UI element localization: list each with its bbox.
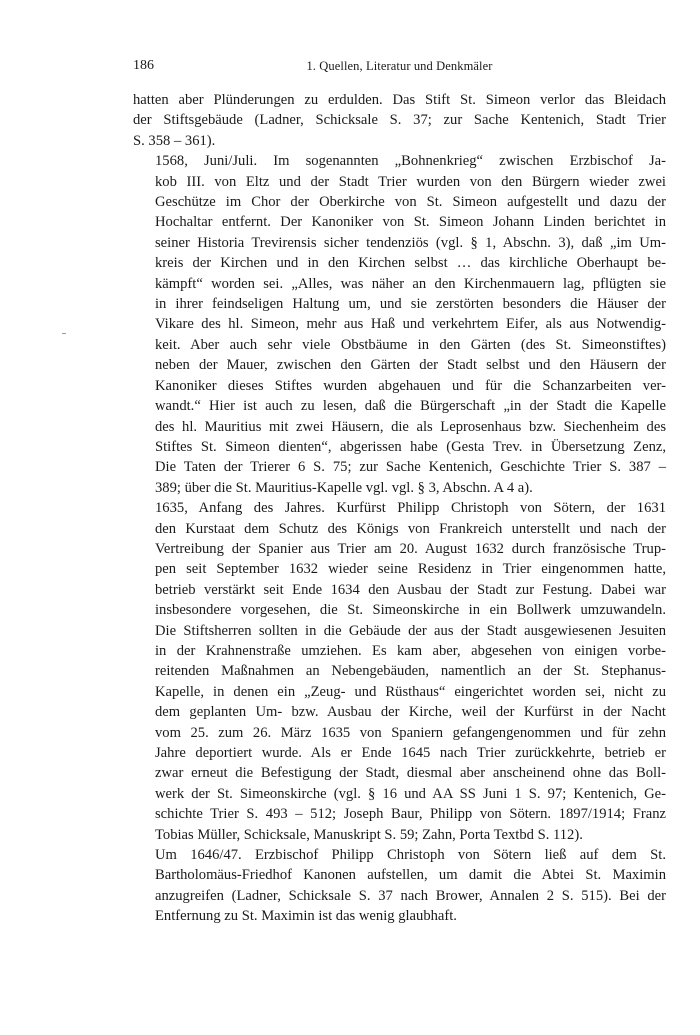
text-line: pen seit September 1632 wieder seine Residenz in Trier eingenommen hatte, (155, 561, 666, 578)
text-line: den Kurstaat dem Schutz des Königs von Frankreich unterstellt und nach der (155, 520, 666, 537)
paragraph-2 (133, 151, 666, 498)
text-line: Entfernung zu St. Maximin ist das wenig glaubhaft. (155, 908, 457, 925)
text-line: Tobias Müller, Schicksale, Manuskript S. 59; Zahn, Porta Textbd S. 112). (155, 826, 583, 843)
paragraph-1 (133, 90, 666, 151)
text-line: Die Stiftsherren sollten in die Gebäude der aus der Stadt ausgewiesenen Jesuiten (155, 622, 666, 639)
paragraph-4 (133, 845, 666, 927)
text-line: Geschütze im Chor der Oberkirche von St. Simeon aufgestellt und dazu der (155, 194, 666, 211)
text-line: dem geplanten Um- bzw. Ausbau der Kirche, weil der Kurfürst in der Nacht (155, 704, 666, 721)
text-line: Um 1646/47. Erzbischof Philipp Christoph von Sötern ließ auf dem St. (155, 847, 666, 864)
text-line: Stiftes St. Simeon dienten“, abgerissen habe (Gesta Trev. in Übersetzung Zenz, (155, 438, 666, 455)
text-line: Bartholomäus-Friedhof Kanonen aufstellen, um damit die Abtei St. Maximin (155, 867, 666, 884)
text-line: Vertreibung der Spanier aus Trier am 20. August 1632 durch französische Trup- (155, 540, 666, 557)
margin-mark (62, 333, 66, 334)
text-line: Kanoniker dieses Stiftes wurden abgehauen und für die Schanzarbeiten ver- (155, 377, 666, 394)
text-line: in der Krahnenstraße umziehen. Es kam aber, abgesehen von einigen vorbe- (155, 642, 666, 659)
body-text (133, 90, 666, 927)
text-line: Die Taten der Trierer 6 S. 75; zur Sache Kentenich, Geschichte Trier S. 387 – (155, 459, 666, 476)
text-line: reitenden Maßnahmen an Nebengebäuden, namentlich an der St. Stephanus- (155, 663, 666, 680)
page-header (133, 58, 666, 78)
text-line: neben der Mauer, zwischen den Gärten der Stadt selbst und den Häusern der (155, 357, 666, 374)
text-line: 389; über die St. Mauritius-Kapelle vgl. vgl. § 3, Abschn. A 4 a). (155, 479, 533, 496)
text-line: Kapelle, in denen ein „Zeug- und Rüsthaus“ eingerichtet worden sei, nicht zu (155, 683, 666, 700)
text-line: werk der St. Simeonskirche (vgl. § 16 und AA SS Juni 1 S. 97; Kentenich, Ge- (155, 785, 666, 802)
paragraph-3 (133, 498, 666, 845)
text-line: wandt.“ Hier ist auch zu lesen, daß die Bürgerschaft „in der Stadt die Kapelle (155, 398, 666, 415)
text-line: kämpft“ worden sei. „Alles, was näher an den Kirchenmauern lag, pflügten sie (155, 275, 666, 292)
text-line: keit. Aber auch sehr viele Obstbäume in den Gärten (des St. Simeonstiftes) (155, 336, 666, 353)
text-line: insbesondere vorgesehen, die St. Simeonskirche in ein Bollwerk umzuwandeln. (155, 602, 666, 619)
running-head: 1. Quellen, Literatur und Denkmäler (306, 59, 493, 73)
text-line: Jahre deportiert wurde. Als er Ende 1645 nach Trier zurückkehrte, betrieb er (155, 745, 666, 761)
text-line: der Stiftsgebäude (Ladner, Schicksale S. 37; zur Sache Kentenich, Stadt Trier (133, 112, 666, 129)
text-line: schichte Trier S. 493 – 512; Joseph Baur, Philipp von Sötern. 1897/1914; Franz (155, 806, 666, 823)
text-line: vom 25. zum 26. März 1635 von Spaniern gefangengenommen und für zehn (155, 724, 666, 741)
text-line: betrieb verstärkt seit Ende 1634 den Ausbau der Stadt zur Festung. Dabei war (155, 581, 666, 598)
text-line: anzugreifen (Ladner, Schicksale S. 37 nach Brower, Annalen 2 S. 515). Bei der (155, 887, 666, 904)
text-line: zwar erneut die Befestigung der Stadt, diesmal aber anscheinend ohne das Boll- (155, 765, 666, 782)
text-line: Vikare des hl. Simeon, mehr aus Haß und verkehrtem Eifer, als aus Notwendig- (155, 316, 666, 333)
text-line: seiner Historia Trevirensis sicher tendenziös (vgl. § 1, Abschn. 3), daß „im Um- (155, 234, 666, 251)
text-line: kreis der Kirchen und in den Kirchen selbst … das kirchliche Oberhaupt be- (155, 255, 666, 272)
text-line: des hl. Mauritius mit zwei Häusern, die als Leprosenhaus bzw. Siechenheim des (155, 418, 666, 435)
page-number: 186 (133, 58, 154, 73)
text-line: kob III. von Eltz und der Stadt Trier wurden von den Bürgern wieder zwei (155, 173, 666, 190)
text-line: 1568, Juni/Juli. Im sogenannten „Bohnenkrieg“ zwischen Erzbischof Ja- (155, 153, 666, 170)
text-line: 1635, Anfang des Jahres. Kurfürst Philipp Christoph von Sötern, der 1631 (155, 500, 666, 517)
text-line: S. 358 – 361). (133, 132, 216, 149)
text-line: hatten aber Plünderungen zu erdulden. Das Stift St. Simeon verlor das Bleidach (133, 92, 666, 108)
text-line: Hochaltar entfernt. Der Kanoniker von St. Simeon Johann Linden berichtet in (155, 214, 666, 231)
text-line: in ihrer feindseligen Haltung um, und sie zerstörten besonders die Häuser der (155, 296, 666, 313)
